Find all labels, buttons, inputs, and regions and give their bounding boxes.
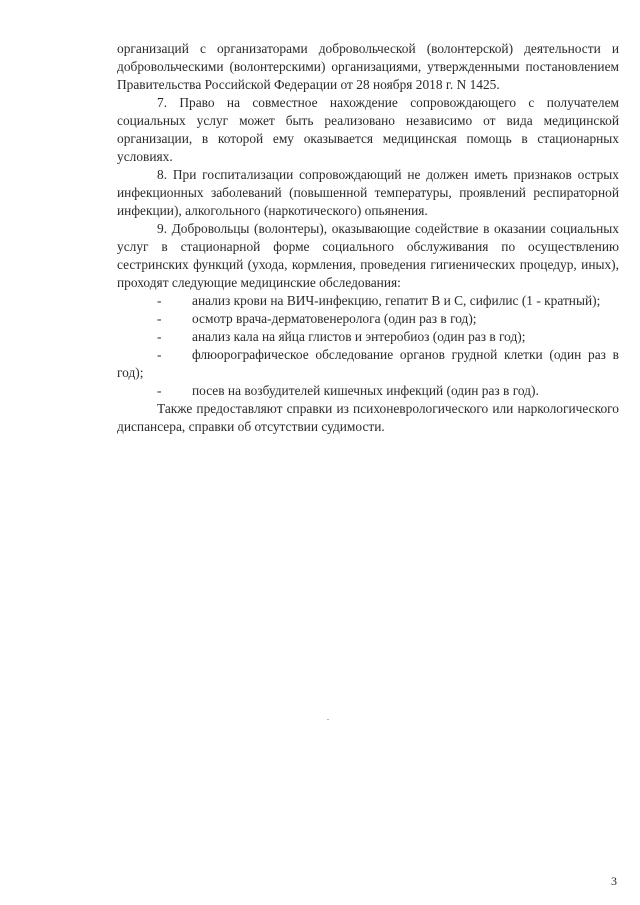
list-item [117, 346, 619, 382]
paragraph-8: 8. При госпитализации сопровождающий не должен иметь признаков острых инфекционных заболеваний (повышенной температуры, проявлений респираторной инфекции), алкогольного (наркотического) опьянения. [117, 167, 619, 218]
bullet-dash: - [157, 347, 162, 362]
bullet-dash: - [157, 293, 162, 308]
bullet-dash: - [157, 383, 162, 398]
list-item [117, 328, 619, 346]
list-item-text: анализ кала на яйца глистов и энтеробиоз (один раз в год); [192, 329, 526, 344]
paragraph-continuation: организаций с организаторами добровольческой (волонтерской) деятельности и добровольческими (волонтерскими) организациями, утвержденными постановлением Правительства Российской Федерации от 28 ноября 2018 г. N 1425. [117, 41, 619, 92]
scan-speck [327, 719, 329, 720]
list-item-text: флюорографическое обследование органов грудной клетки (один раз в год); [117, 347, 619, 380]
page-number: 3 [611, 874, 617, 888]
list-item-text: анализ крови на ВИЧ-инфекцию, гепатит В и С, сифилис (1 - кратный); [192, 293, 601, 308]
paragraph-also: Также предоставляют справки из психоневрологического или наркологического диспансера, справки об отсутствии судимости. [117, 401, 619, 434]
paragraph-9: 9. Добровольцы (волонтеры), оказывающие содействие в оказании социальных услуг в стационарной форме социального обслуживания по осуществлению сестринских функций (ухода, кормления, проведения гигиенических процедур, иных), проходят следующие медицинские обследования: [117, 221, 619, 290]
document-body [117, 40, 619, 436]
list-item-text: посев на возбудителей кишечных инфекций (один раз в год). [192, 383, 539, 398]
bullet-dash: - [157, 329, 162, 344]
paragraph-7: 7. Право на совместное нахождение сопровождающего с получателем социальных услуг может быть реализовано независимо от вида медицинской организации, в которой ему оказывается медицинская помощь в стационарных условиях. [117, 95, 619, 164]
list-item-text: осмотр врача-дерматовенеролога (один раз в год); [192, 311, 477, 326]
list-item [117, 310, 619, 328]
list-item [117, 382, 619, 400]
list-item [117, 292, 619, 310]
bullet-dash: - [157, 311, 162, 326]
